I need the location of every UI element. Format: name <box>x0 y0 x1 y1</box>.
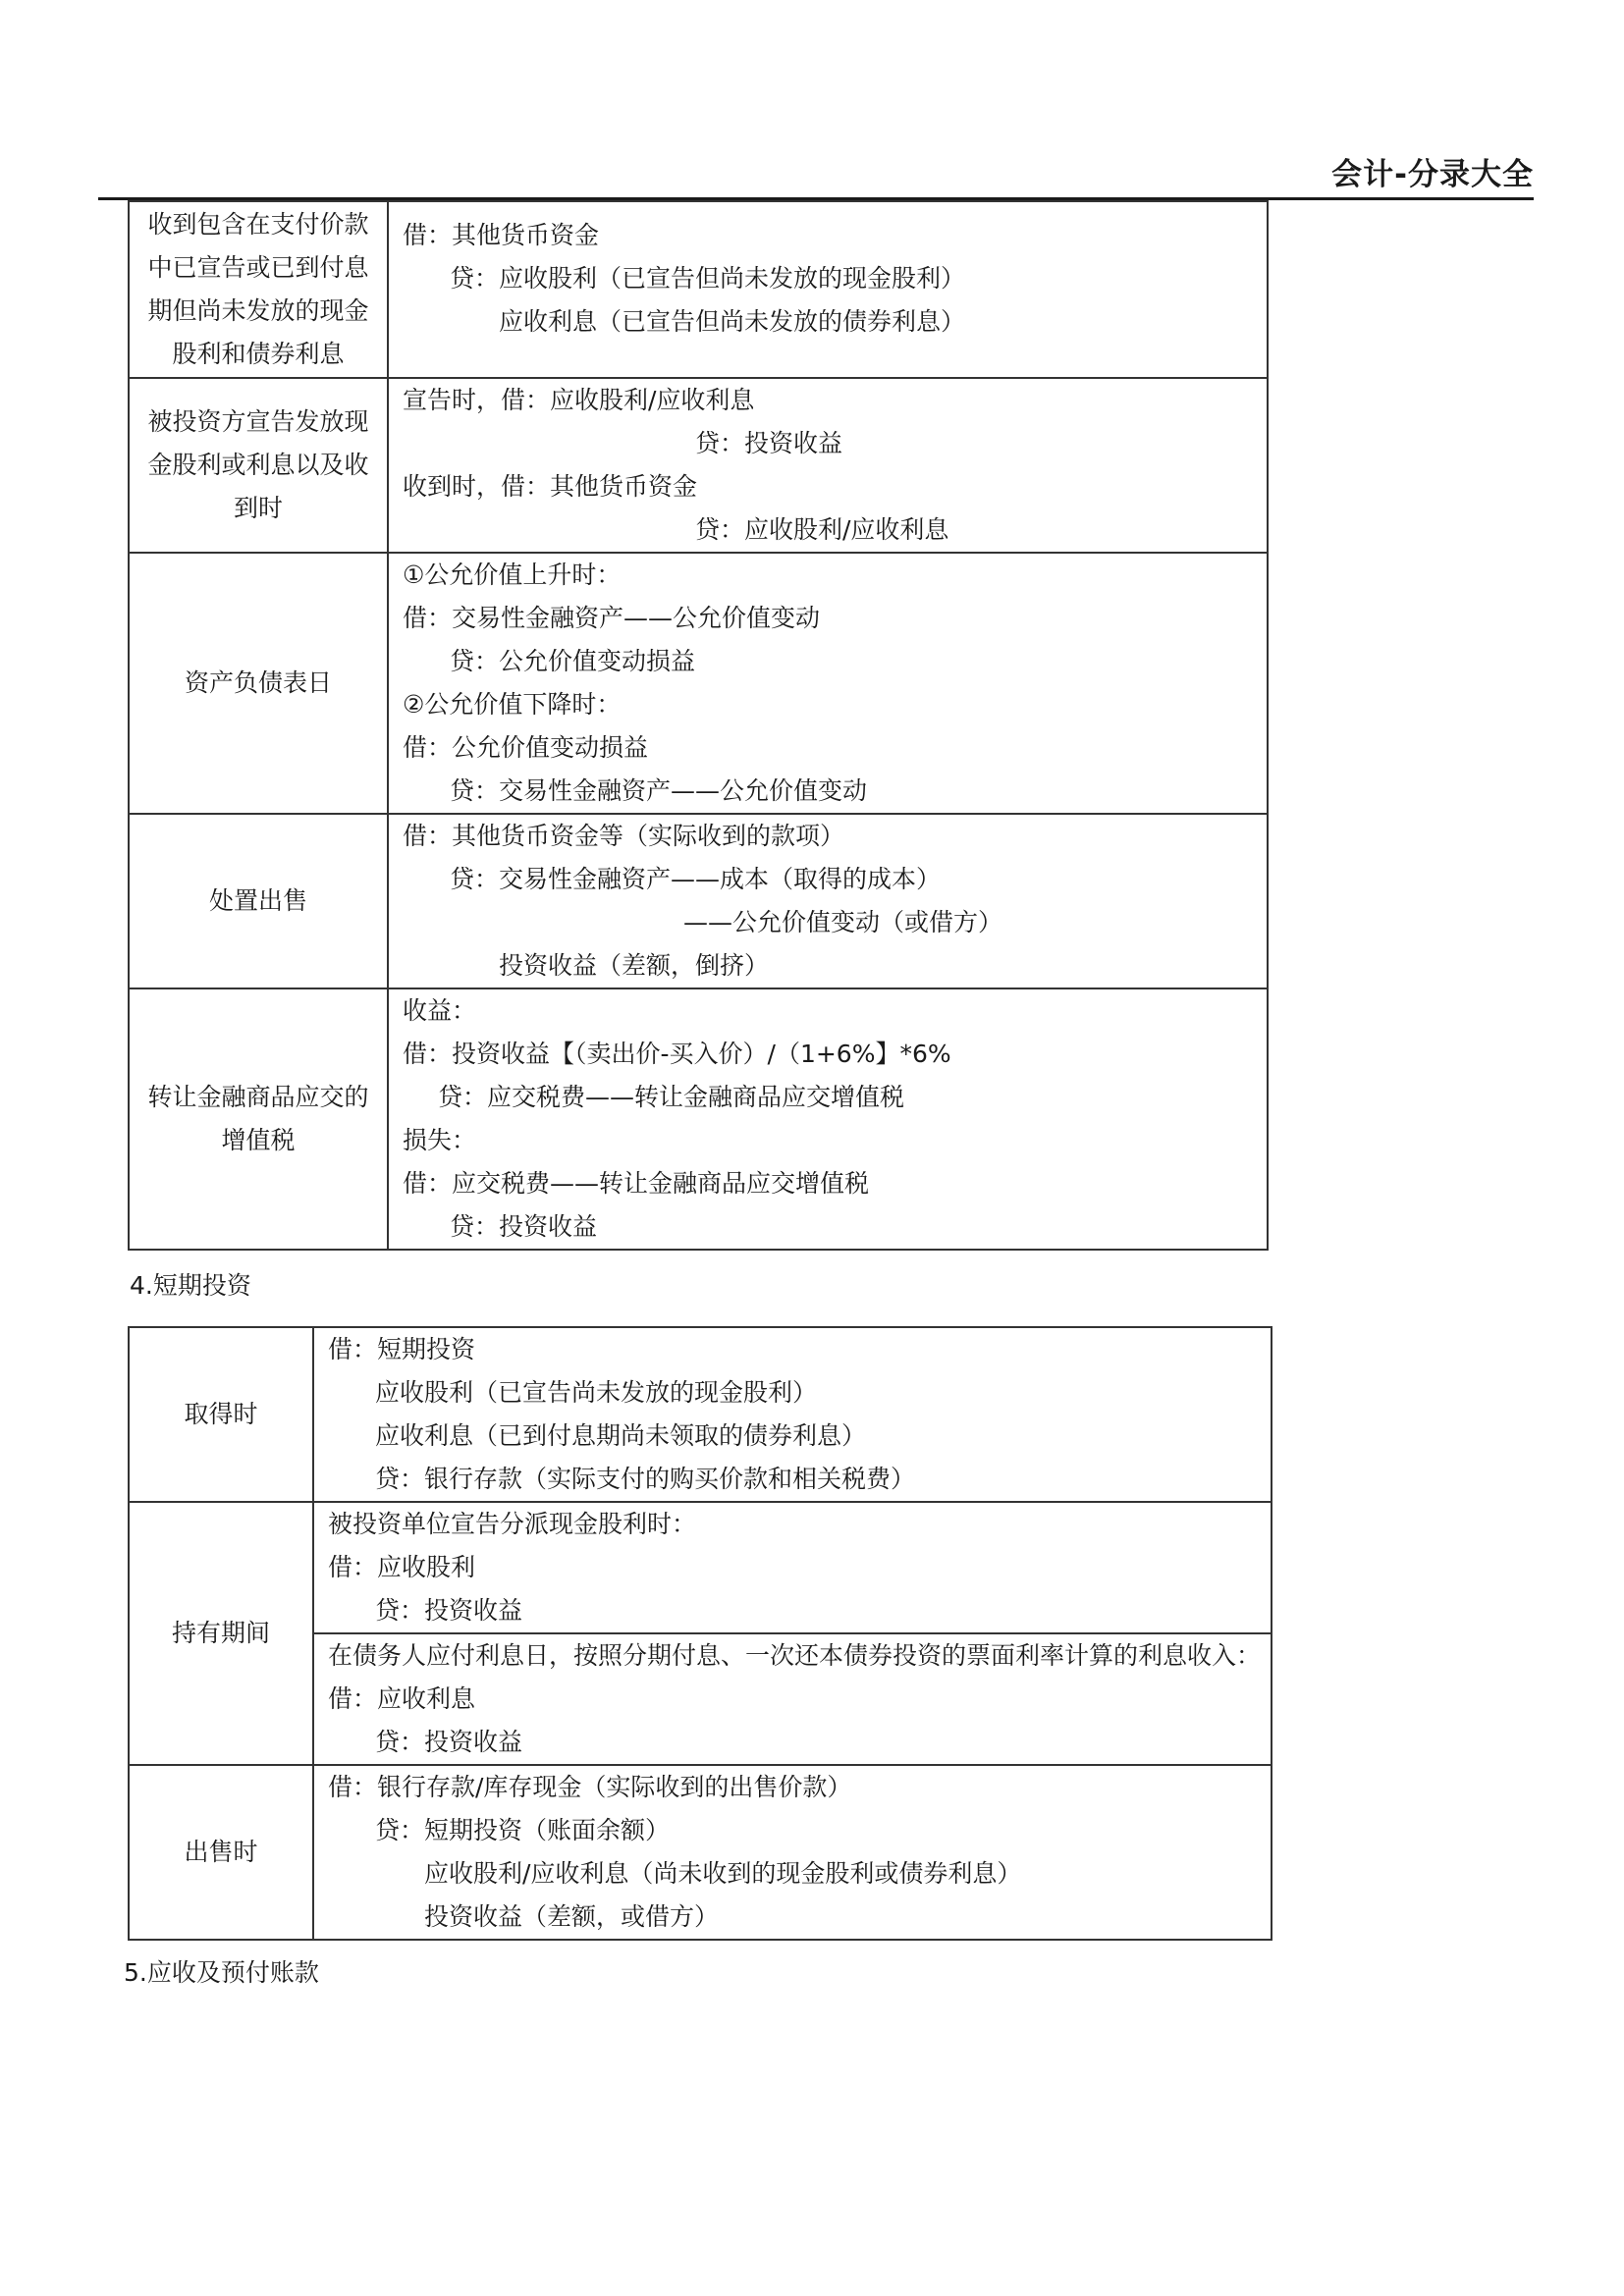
entry-line: 应收利息（已宣告但尚未发放的债券利息） <box>499 307 966 336</box>
entry-line: 在债务人应付利息日，按照分期付息、一次还本债券投资的票面利率计算的利息收入： <box>328 1641 1262 1670</box>
entry-line: 借：其他货币资金等（实际收到的款项） <box>403 822 845 850</box>
row-label: 处置出售 <box>129 814 388 988</box>
row-label: 出售时 <box>129 1765 313 1940</box>
entry-line: 被投资单位宣告分派现金股利时： <box>328 1510 697 1538</box>
table-row <box>129 1765 1272 1940</box>
row-entries <box>313 1633 1272 1765</box>
entry-line: 损失： <box>403 1126 477 1154</box>
section-heading-receivables: 5.应收及预付账款 <box>124 1958 319 1987</box>
entry-line: 贷：短期投资（账面余额） <box>375 1816 671 1844</box>
table-row <box>129 378 1268 553</box>
row-label: 收到包含在支付价款中已宣告或已到付息期但尚未发放的现金股利和债券利息 <box>129 201 388 378</box>
row-entries <box>313 1502 1272 1633</box>
row-entries <box>388 814 1268 988</box>
table-row <box>129 988 1268 1250</box>
entry-line: 投资收益（差额，或借方） <box>424 1902 720 1931</box>
row-label: 取得时 <box>129 1327 313 1502</box>
entry-line: 借：短期投资 <box>328 1335 476 1363</box>
entry-line: 应收利息（已到付息期尚未领取的债券利息） <box>375 1421 867 1450</box>
entry-line: 贷：应收股利/应收利息 <box>695 515 949 544</box>
journal-table-short-term-investment <box>128 1326 1272 1941</box>
entry-line: 贷：公允价值变动损益 <box>450 647 696 675</box>
table-row <box>129 1502 1272 1633</box>
entry-line: ②公允价值下降时： <box>403 690 622 719</box>
entry-line: 贷：投资收益 <box>450 1212 598 1241</box>
section-heading-short-term-investment: 4.短期投资 <box>130 1271 251 1300</box>
row-entries <box>388 988 1268 1250</box>
entry-line: 借：公允价值变动损益 <box>403 733 649 762</box>
table-row <box>129 1327 1272 1502</box>
row-entries <box>313 1765 1272 1940</box>
entry-line: 应收股利/应收利息（尚未收到的现金股利或债券利息） <box>424 1859 1022 1888</box>
entry-line: 贷：应收股利（已宣告但尚未发放的现金股利） <box>450 264 966 293</box>
entry-line: 借：投资收益【（卖出价-买入价）/（1+6%】*6% <box>403 1040 951 1068</box>
entry-line: 借：交易性金融资产——公允价值变动 <box>403 604 821 632</box>
row-entries <box>388 201 1268 378</box>
row-entries <box>388 553 1268 814</box>
row-entries <box>313 1327 1272 1502</box>
entry-line: 借：应交税费——转让金融商品应交增值税 <box>403 1169 870 1198</box>
entry-line: 宣告时，借：应收股利/应收利息 <box>403 386 755 414</box>
entry-line: 应收股利（已宣告尚未发放的现金股利） <box>375 1378 818 1407</box>
row-label: 转让金融商品应交的增值税 <box>129 988 388 1250</box>
entry-line: 贷：应交税费——转让金融商品应交增值税 <box>438 1083 905 1111</box>
entry-line: 贷：银行存款（实际支付的购买价款和相关税费） <box>375 1465 916 1493</box>
entry-line: ①公允价值上升时： <box>403 561 622 589</box>
row-label: 被投资方宣告发放现金股利或利息以及收到时 <box>129 378 388 553</box>
entry-line: 贷：投资收益 <box>375 1596 523 1625</box>
entry-line: 投资收益（差额，倒挤） <box>499 951 770 980</box>
page-header-title: 会计-分录大全 <box>1331 157 1534 192</box>
journal-table-trading-assets <box>128 200 1269 1251</box>
row-entries <box>388 378 1268 553</box>
entry-line: 贷：投资收益 <box>375 1728 523 1756</box>
entry-line: ——公允价值变动（或借方） <box>683 908 1003 936</box>
entry-line: 借：应收利息 <box>328 1684 476 1713</box>
entry-line: 贷：投资收益 <box>695 429 843 457</box>
entry-line: 借：其他货币资金 <box>403 221 600 249</box>
row-label: 持有期间 <box>129 1502 313 1765</box>
entry-line: 收到时，借：其他货币资金 <box>403 472 698 501</box>
entry-line: 借：银行存款/库存现金（实际收到的出售价款） <box>328 1773 852 1801</box>
row-label: 资产负债表日 <box>129 553 388 814</box>
entry-line: 贷：交易性金融资产——公允价值变动 <box>450 776 868 805</box>
table-row <box>129 814 1268 988</box>
entry-line: 借：应收股利 <box>328 1553 476 1581</box>
entry-line: 贷：交易性金融资产——成本（取得的成本） <box>450 865 942 893</box>
table-row <box>129 201 1268 378</box>
entry-line: 收益： <box>403 996 477 1025</box>
table-row <box>129 553 1268 814</box>
